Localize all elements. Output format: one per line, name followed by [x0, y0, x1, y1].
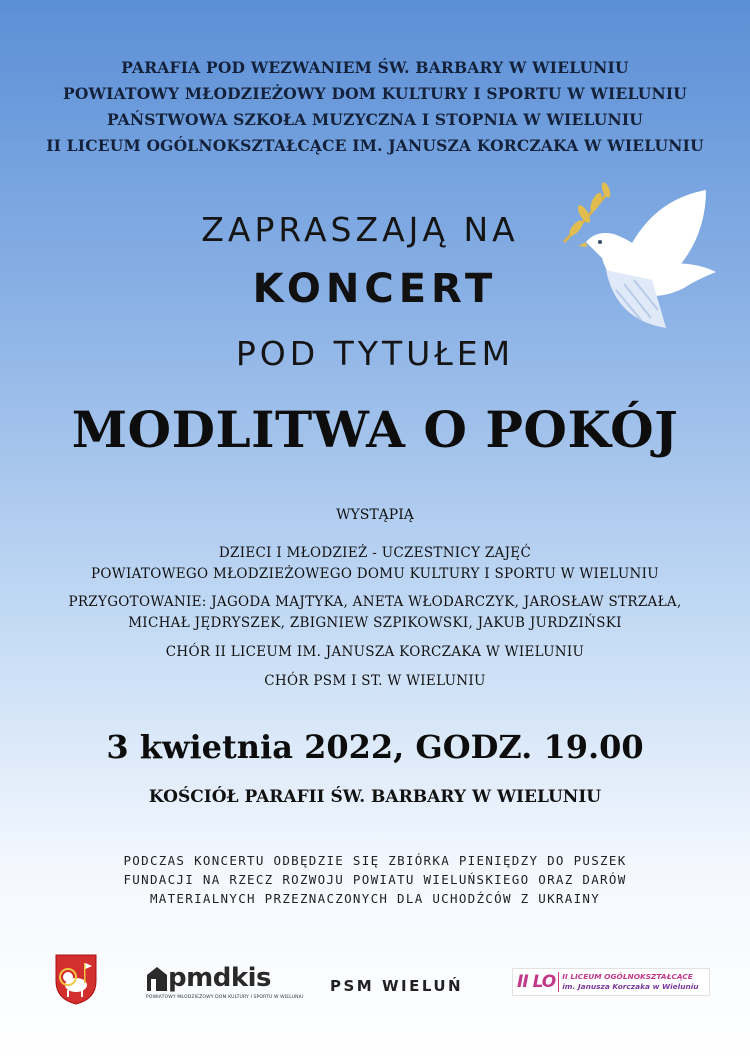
subtitle-line: POD TYTUŁEM [235, 334, 515, 373]
dove-icon [556, 180, 726, 340]
organizers-block [0, 55, 750, 159]
performer-line: CHÓR PSM I ST. W WIELUNIU [264, 673, 486, 689]
invite-line: ZAPRASZAJĄ NA [201, 210, 519, 249]
performer-line: DZIECI I MŁODZIEŻ - UCZESTNICY ZAJĘĆ [218, 545, 532, 561]
pmdkis-wordmark: pmdkis [168, 963, 271, 993]
performer-line: POWIATOWEGO MŁODZIEŻOWEGO DOMU KULTURY I SPORTU W WIELUNIU [91, 566, 659, 582]
pmdkis-caption: POWIATOWY MŁODZIEŻOWY DOM KULTURY I SPORTU W WIELUNIU [146, 995, 304, 1000]
note-line: FUNDACJI NA RZECZ ROZWOJU POWIATU WIELUŃSKIEGO ORAZ DARÓW [123, 872, 627, 887]
lo-line-2: im. Janusza Korczaka w Wieluniu [562, 982, 699, 991]
organizer-pmdkis: POWIATOWY MŁODZIEŻOWY DOM KULTURY I SPORTU W WIELUNIU [63, 84, 687, 103]
fundraiser-note [0, 851, 750, 908]
concert-title: MODLITWA O POKÓJ [71, 400, 679, 459]
performer-line: PRZYGOTOWANIE: JAGODA MAJTYKA, ANETA WŁODARCZYK, JAROSŁAW STRZAŁA, [68, 594, 682, 610]
note-line: MATERIALNYCH PRZEZNACZONYCH DLA UCHODŹCÓW Z UKRAINY [149, 891, 601, 906]
high-school-logo [512, 968, 710, 996]
psm-logo: PSM WIELUŃ [330, 977, 464, 995]
note-line: PODCZAS KONCERTU ODBĘDZIE SIĘ ZBIÓRKA PIENIĘDZY DO PUSZEK [123, 853, 627, 868]
performers-block [0, 543, 750, 692]
organizer-music-school: PAŃSTWOWA SZKOŁA MUZYCZNA I STOPNIA W WIELUNIU [106, 110, 644, 129]
lo-line-1: II LICEUM OGÓLNOKSZTAŁCĄCE [562, 972, 693, 981]
performers-heading: WYSTĄPIĄ [336, 507, 414, 523]
organizer-parish: PARAFIA POD WEZWANIEM ŚW. BARBARY W WIELUNIU [121, 58, 629, 77]
wielun-coat-of-arms-icon [54, 953, 98, 1005]
event-place: KOŚCIÓŁ PARAFII ŚW. BARBARY W WIELUNIU [148, 787, 602, 807]
event-type: KONCERT [252, 266, 498, 312]
organizer-high-school: II LICEUM OGÓLNOKSZTAŁCĄCE IM. JANUSZA KORCZAKA W WIELUNIU [46, 136, 704, 155]
lo-mark: II LO [517, 972, 556, 992]
pmdkis-logo [146, 963, 304, 1000]
event-date: 3 kwietnia 2022, GODZ. 19.00 [106, 728, 644, 766]
house-icon [146, 965, 168, 991]
performer-line: CHÓR II LICEUM IM. JANUSZA KORCZAKA W WIELUNIU [165, 644, 585, 660]
performer-line: MICHAŁ JĘDRYSZEK, ZBIGNIEW SZPIKOWSKI, JAKUB JURDZIŃSKI [128, 615, 622, 631]
